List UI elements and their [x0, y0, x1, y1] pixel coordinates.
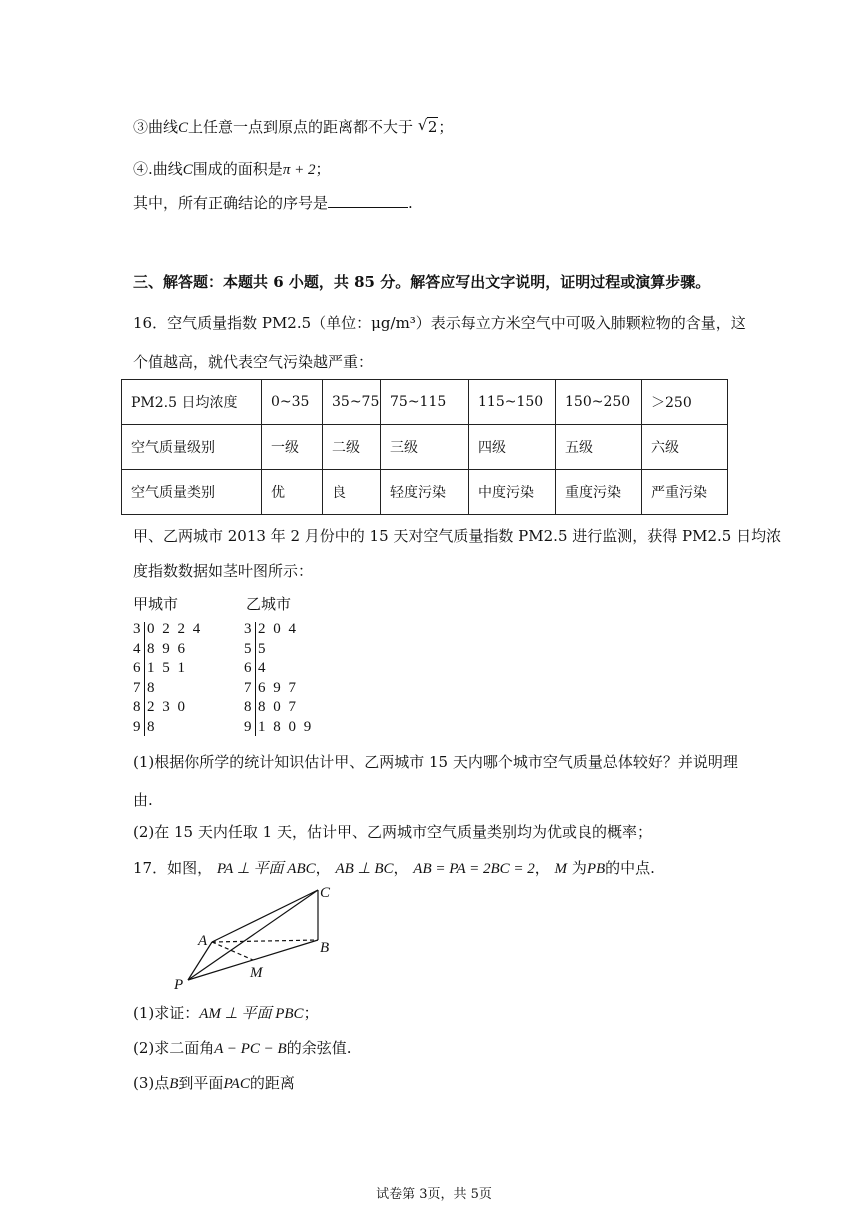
q16-intro-line2: 个值越高，就代表空气污染越严重： [133, 353, 374, 371]
q17-part2: (2)求二面角A − PC − B的余弦值. [133, 1039, 352, 1057]
table-cell: 一级 [262, 425, 323, 470]
q16-after-line1: 甲、乙两城市 2013 年 2 月份中的 15 天对空气质量指数 PM2.5 进行监测，获得 PM2.5 日均浓 [133, 527, 782, 545]
stemleaf-stem: 9 [133, 718, 141, 735]
table-cell: 重度污染 [556, 470, 642, 515]
stemleaf-leaves: 8 0 7 [258, 699, 298, 715]
table-cell: 二级 [323, 425, 381, 470]
table-cell: 75~115 [381, 380, 469, 425]
label-C: C [320, 885, 331, 901]
page-footer: 试卷第 3页，共 5页 [376, 1187, 492, 1202]
stemleaf-stem: 4 [133, 640, 141, 657]
table-cell: 0~35 [262, 380, 323, 425]
area-expression: π + 2 [282, 162, 316, 178]
stemleaf-stem: 6 [244, 660, 252, 676]
stemleaf-stem: 3 [133, 621, 141, 637]
q16-part1-line2: 由. [133, 791, 153, 809]
stemleaf-leaves: 1 8 0 9 [258, 718, 314, 735]
table-cell: 四级 [469, 425, 556, 470]
stemleaf-city-a [133, 620, 233, 740]
item-3-var: C [178, 120, 189, 136]
table-cell: 严重污染 [642, 470, 728, 515]
label-B: B [320, 940, 330, 956]
table-cell: PM2.5 日均浓度 [122, 380, 262, 425]
table-cell: 五级 [556, 425, 642, 470]
pm25-table [121, 379, 728, 515]
stemleaf-leaves: 4 [258, 660, 268, 676]
answer-blank [328, 193, 408, 208]
table-row [122, 380, 728, 425]
label-P: P [174, 977, 184, 993]
conclusion-line: 其中，所有正确结论的序号是 . [133, 194, 413, 212]
table-cell: ＞250 [642, 380, 728, 425]
table-cell: 六级 [642, 425, 728, 470]
stemleaf-leaves: 8 9 6 [147, 640, 187, 657]
stemleaf-divider [144, 622, 145, 736]
item-3: ③曲线C上任意一点到原点的距离都不大于 √ 2； [133, 116, 454, 136]
section-heading: 三、解答题：本题共 6 小题，共 85 分。解答应写出文字说明，证明过程或演算步骤。 [133, 273, 711, 291]
table-cell: 良 [323, 470, 381, 515]
table-cell: 115~150 [469, 380, 556, 425]
item-4-text: ④.曲线 [133, 160, 183, 178]
stemleaf-leaves: 8 [147, 679, 157, 696]
table-cell: 三级 [381, 425, 469, 470]
table-row [122, 470, 728, 515]
q16-intro-line1: 16．空气质量指数 PM2.5（单位：μg/m³）表示每立方米空气中可吸入肺颗粒物的含量，这 [133, 314, 746, 332]
stemleaf-stem: 7 [133, 679, 141, 696]
table-cell: 轻度污染 [381, 470, 469, 515]
stemleaf-leaves: 5 [258, 640, 268, 657]
q17-part1: (1)求证：AM ⊥ 平面 PBC； [133, 1004, 319, 1022]
stemleaf-stem: 3 [244, 621, 252, 637]
q16-after-line2: 度指数数据如茎叶图所示： [133, 562, 314, 580]
label-M: M [250, 965, 263, 981]
table-cell: 空气质量类别 [122, 470, 262, 515]
q16-part1-line1: (1)根据你所学的统计知识估计甲、乙两城市 15 天内哪个城市空气质量总体较好？并说明理 [133, 753, 738, 771]
table-row [122, 425, 728, 470]
table-cell: 优 [262, 470, 323, 515]
stemleaf-leaves: 6 9 7 [258, 679, 298, 696]
stemleaf-divider [255, 622, 256, 736]
q17-intro: 17．如图， PA ⊥ 平面 ABC， AB ⊥ BC， AB = PA = 2BC = 2， M 为PB的中点. [133, 859, 655, 877]
stemleaf-stem: 8 [244, 699, 252, 715]
table-cell: 150~250 [556, 380, 642, 425]
table-cell: 中度污染 [469, 470, 556, 515]
stemleaf-city-b [244, 620, 354, 740]
edge-CA [212, 890, 318, 942]
stemleaf-stem: 8 [133, 699, 141, 715]
stemleaf-leaves: 8 [147, 718, 157, 735]
stemleaf-stem: 5 [244, 640, 252, 657]
stemleaf-leaves: 0 2 2 4 [147, 621, 203, 637]
table-cell: 35~75 [323, 380, 381, 425]
tetrahedron-figure [170, 882, 350, 994]
edge-AM [212, 942, 253, 960]
q17-part3: (3)点B到平面PAC的距离 [133, 1074, 295, 1092]
stemleaf-stem: 6 [133, 660, 141, 676]
item-3-rest: 上任意一点到原点的距离都不大于 [188, 118, 414, 136]
stemleaf-leaves: 2 0 4 [258, 621, 298, 637]
stemleaf-leaves: 2 3 0 [147, 699, 187, 715]
edge-AB [212, 940, 318, 942]
q16-part2: (2)在 15 天内任取 1 天，估计甲、乙两城市空气质量类别均为优或良的概率； [133, 823, 652, 841]
item-4: ④.曲线C围成的面积是π + 2； [133, 160, 331, 178]
stemleaf-stem: 9 [244, 718, 252, 735]
condition-2: AB ⊥ BC [335, 861, 394, 877]
stemleaf-leaves: 1 5 1 [147, 660, 187, 676]
stemleaf-stem: 7 [244, 679, 252, 696]
condition-3: AB = PA = 2BC = 2 [413, 861, 535, 877]
sqrt-expression: √ 2 [417, 116, 438, 136]
label-A: A [198, 933, 208, 949]
item-3-text: ③曲线 [133, 118, 179, 136]
condition-1: PA ⊥ 平面 ABC [216, 861, 316, 877]
stemleaf-title-b: 乙城市 [246, 595, 292, 613]
table-cell: 空气质量级别 [122, 425, 262, 470]
stemleaf-title-a: 甲城市 [133, 595, 179, 613]
